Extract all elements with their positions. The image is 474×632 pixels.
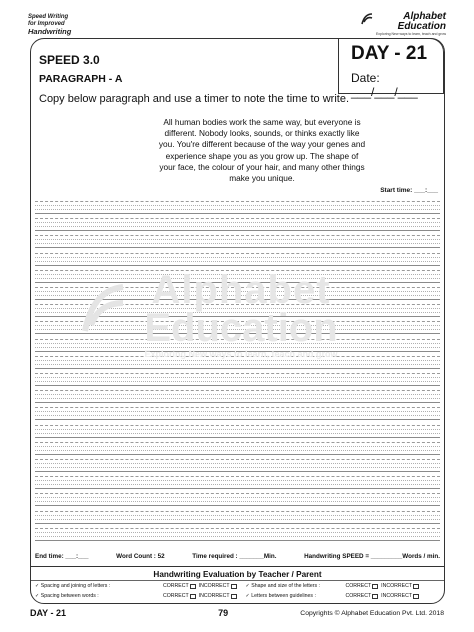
guideline [35, 278, 440, 279]
guideline [35, 394, 440, 395]
guideline [35, 235, 440, 236]
guideline [35, 205, 440, 206]
brand-line-2: for Improved [28, 21, 65, 27]
criterion-label: ✓ Spacing and joining of letters : [35, 583, 111, 589]
guideline [35, 329, 440, 330]
watermark-tagline: Exploring New ways to learn, teach and grow [144, 349, 338, 359]
guideline [35, 213, 440, 214]
page-footer [30, 608, 444, 618]
guideline [35, 536, 440, 537]
correct-checkbox[interactable] [190, 594, 196, 599]
guideline [35, 321, 440, 322]
timing-bar [33, 553, 442, 560]
start-time-field[interactable]: Start time: ___:___ [380, 187, 438, 194]
publisher-name-line-2: Education [397, 21, 446, 32]
date-field[interactable]: Date: ___/___/___ [351, 71, 418, 99]
guideline [35, 243, 440, 244]
guideline [35, 257, 440, 258]
end-time-field[interactable]: End time: ___:___ [35, 553, 89, 560]
correct-checkbox[interactable] [372, 584, 378, 589]
guideline [35, 484, 440, 485]
guideline [35, 411, 440, 412]
writing-line[interactable] [35, 442, 440, 454]
guideline [35, 356, 440, 357]
guideline [35, 515, 440, 516]
correct-label: CORRECT [345, 593, 372, 599]
guideline [35, 415, 440, 416]
writing-line[interactable] [35, 459, 440, 471]
publisher-logo [376, 12, 446, 36]
guideline [35, 343, 440, 344]
incorrect-label: INCORRECT [198, 583, 230, 589]
guideline [35, 429, 440, 430]
guideline [35, 265, 440, 266]
handwriting-speed-field[interactable]: Handwriting SPEED = _________Words / min. [304, 553, 440, 560]
guideline [35, 519, 440, 520]
guideline [35, 501, 440, 502]
guideline [35, 528, 440, 529]
guideline [35, 459, 440, 460]
writing-line[interactable] [35, 407, 440, 419]
guideline [35, 316, 440, 317]
guideline [35, 299, 440, 300]
guideline [35, 253, 440, 254]
writing-line[interactable] [35, 476, 440, 488]
evaluation-row [31, 591, 444, 601]
writing-line[interactable] [35, 304, 440, 316]
guideline [35, 437, 440, 438]
guideline [35, 398, 440, 399]
guideline [35, 488, 440, 489]
guideline [35, 493, 440, 494]
criterion-label: ✓ Spacing between words : [35, 593, 99, 599]
watermark-line-1: Alphabet [151, 268, 331, 312]
guideline [35, 532, 440, 533]
writing-line[interactable] [35, 235, 440, 247]
page-number: 79 [218, 608, 229, 618]
guideline [35, 295, 440, 296]
guideline [35, 368, 440, 369]
guideline [35, 304, 440, 305]
publisher-logo-icon [360, 12, 374, 26]
guideline [35, 463, 440, 464]
incorrect-checkbox[interactable] [413, 584, 419, 589]
publisher-name-line-1: Alphabet [403, 11, 446, 22]
correct-checkbox[interactable] [372, 594, 378, 599]
correct-label: CORRECT [345, 583, 372, 589]
guideline [35, 351, 440, 352]
writing-line[interactable] [35, 321, 440, 333]
correct-label: CORRECT [163, 593, 189, 599]
guideline [35, 454, 440, 455]
watermark-line-2: Education [144, 306, 338, 350]
guideline [35, 450, 440, 451]
publisher-tagline: Exploring New ways to learn, teach and grow [375, 32, 446, 36]
evaluation-box [31, 566, 444, 604]
guideline [35, 201, 440, 202]
writing-line[interactable] [35, 493, 440, 505]
guideline [35, 325, 440, 326]
guideline [35, 523, 440, 524]
guideline [35, 390, 440, 391]
guideline [35, 270, 440, 271]
writing-line[interactable] [35, 511, 440, 523]
day-title: DAY - 21 [351, 43, 428, 64]
passage-text: All human bodies work the same way, but everyone is different. Nobody looks, sounds, or thinks exactly like you. You're different because of the way your genes and experience shape you as you grow up. The shape of your face, the colour of your hair, and many other things make you unique. [158, 117, 366, 184]
paragraph-label: PARAGRAPH - A [39, 73, 123, 85]
incorrect-checkbox[interactable] [231, 584, 237, 589]
brand-line-3: Handwriting [28, 27, 72, 36]
guideline [35, 425, 440, 426]
guideline [35, 261, 440, 262]
worksheet-frame [30, 38, 445, 604]
day-box [338, 38, 444, 99]
writing-line[interactable] [35, 356, 440, 368]
criterion-label: ✓ Shape and size of the letters : [245, 583, 320, 589]
writing-line[interactable] [35, 390, 440, 402]
correct-checkbox[interactable] [190, 584, 196, 589]
guideline [35, 471, 440, 472]
correct-label: CORRECT [163, 583, 189, 589]
guideline [35, 247, 440, 248]
guideline [35, 540, 440, 541]
guideline [35, 407, 440, 408]
guideline [35, 312, 440, 313]
evaluation-title: Handwriting Evaluation by Teacher / Parent [31, 567, 444, 581]
guideline [35, 480, 440, 481]
guideline [35, 333, 440, 334]
incorrect-label: INCORRECT [198, 593, 230, 599]
guideline [35, 442, 440, 443]
instruction-text: Copy below paragraph and use a timer to note the time to write. [39, 93, 350, 105]
guideline [35, 347, 440, 348]
guideline [35, 402, 440, 403]
writing-line[interactable] [35, 253, 440, 265]
footer-day: DAY - 21 [30, 608, 67, 618]
writing-lines[interactable] [35, 201, 440, 545]
guideline [35, 218, 440, 219]
guideline [35, 239, 440, 240]
criterion-label: ✓ Letters between guidelines : [245, 593, 316, 599]
writing-line[interactable] [35, 218, 440, 230]
brand-line-1: Speed Writing [28, 14, 69, 20]
brand-logo [28, 14, 71, 35]
guideline [35, 467, 440, 468]
writing-line[interactable] [35, 373, 440, 385]
guideline [35, 511, 440, 512]
time-required-field[interactable]: Time required : _______Min. [192, 553, 277, 560]
guideline [35, 419, 440, 420]
copyright: Copyrights © Alphabet Education Pvt. Ltd. 2018 [300, 609, 444, 617]
writing-line[interactable] [35, 339, 440, 351]
guideline [35, 360, 440, 361]
guideline [35, 476, 440, 477]
guideline [35, 381, 440, 382]
guideline [35, 291, 440, 292]
writing-line[interactable] [35, 287, 440, 299]
writing-line[interactable] [35, 425, 440, 437]
guideline [35, 385, 440, 386]
incorrect-checkbox[interactable] [231, 594, 237, 599]
speed-level: SPEED 3.0 [39, 53, 100, 67]
evaluation-row [31, 581, 444, 591]
guideline [35, 364, 440, 365]
guideline [35, 446, 440, 447]
guideline [35, 282, 440, 283]
guideline [35, 497, 440, 498]
guideline [35, 230, 440, 231]
guideline [35, 377, 440, 378]
guideline [35, 226, 440, 227]
word-count: Word Count : 52 [116, 553, 165, 560]
writing-line[interactable] [35, 528, 440, 540]
guideline [35, 274, 440, 275]
incorrect-label: INCORRECT [381, 583, 412, 589]
writing-line[interactable] [35, 270, 440, 282]
guideline [35, 433, 440, 434]
incorrect-label: INCORRECT [381, 593, 412, 599]
guideline [35, 222, 440, 223]
guideline [35, 505, 440, 506]
incorrect-checkbox[interactable] [413, 594, 419, 599]
guideline [35, 209, 440, 210]
guideline [35, 339, 440, 340]
writing-line[interactable] [35, 201, 440, 213]
guideline [35, 287, 440, 288]
guideline [35, 308, 440, 309]
guideline [35, 373, 440, 374]
